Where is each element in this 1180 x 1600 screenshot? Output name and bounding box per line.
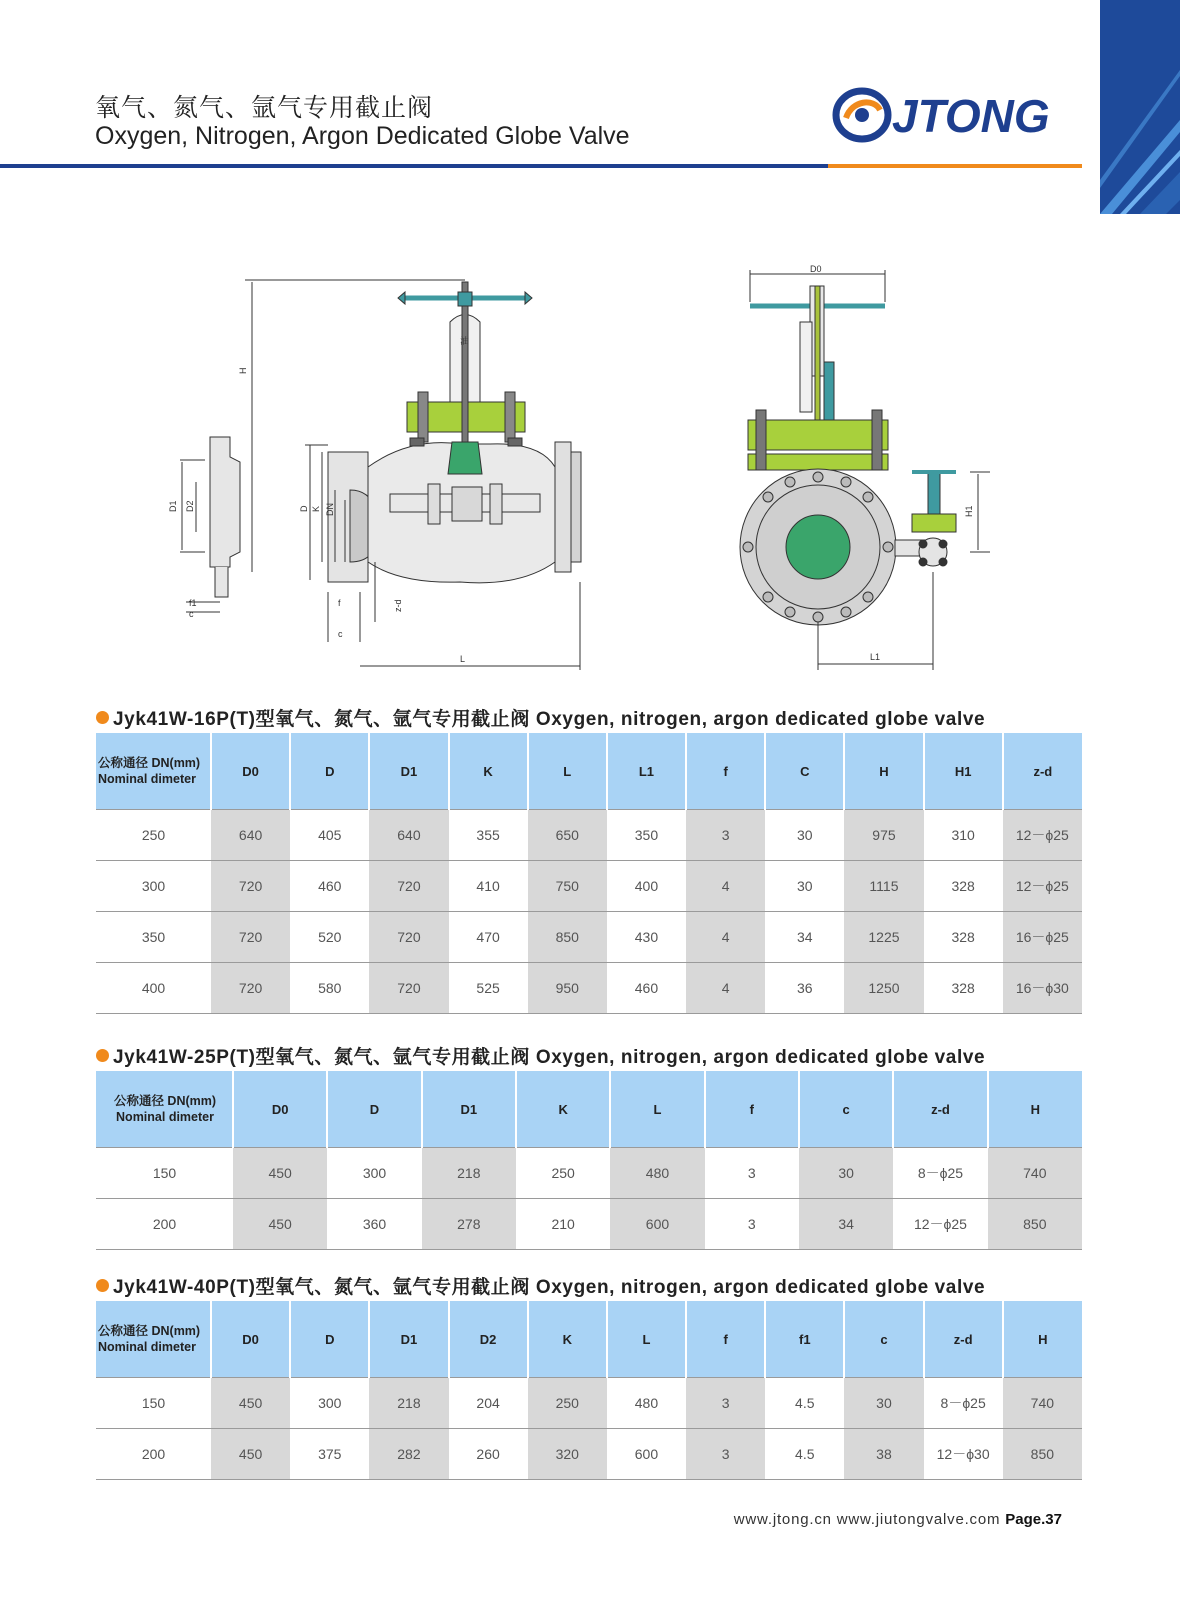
- table-row: [96, 1378, 1082, 1429]
- cell: 600: [610, 1199, 704, 1250]
- cell: 12－ϕ30: [924, 1429, 1003, 1480]
- cell: 12－ϕ25: [1003, 861, 1082, 912]
- col-header: f: [686, 733, 765, 810]
- col-header: D0: [211, 733, 290, 810]
- cell: 720: [211, 912, 290, 963]
- col-header: D: [327, 1071, 421, 1148]
- cell: 12－ϕ25: [1003, 810, 1082, 861]
- cell: 400: [607, 861, 686, 912]
- col-header: D: [290, 1301, 369, 1378]
- cell: 328: [924, 963, 1003, 1014]
- cell: 328: [924, 912, 1003, 963]
- cell: 4: [686, 861, 765, 912]
- col-header: H: [844, 733, 923, 810]
- cell: 350: [96, 912, 211, 963]
- cell: 34: [765, 912, 844, 963]
- table-row: [96, 912, 1082, 963]
- table-row: [96, 861, 1082, 912]
- cell: 36: [765, 963, 844, 1014]
- drawing-oil-mark: 油: [460, 336, 470, 346]
- cell: 480: [607, 1378, 686, 1429]
- col-header: K: [449, 733, 528, 810]
- cell: 850: [528, 912, 607, 963]
- cell: 350: [607, 810, 686, 861]
- cell: 310: [924, 810, 1003, 861]
- cell: 950: [528, 963, 607, 1014]
- dim-label-L1: L1: [870, 652, 881, 662]
- spec-table-16p: [96, 733, 1082, 1014]
- header-nominal-diameter: 公称通径 DN(mm) Nominal dimeter: [96, 1071, 233, 1148]
- cell: 450: [233, 1199, 327, 1250]
- cell: 450: [233, 1148, 327, 1199]
- cell: 300: [290, 1378, 369, 1429]
- cell: 750: [528, 861, 607, 912]
- col-header: K: [528, 1301, 607, 1378]
- cell: 4: [686, 912, 765, 963]
- corner-decoration: [1100, 0, 1180, 214]
- page-title-cn: 氧气、氮气、氩气专用截止阀: [95, 93, 434, 122]
- dim-label-zd: z-d: [393, 599, 403, 612]
- cell: 3: [705, 1199, 799, 1250]
- cell: 850: [1003, 1429, 1082, 1480]
- cell: 260: [449, 1429, 528, 1480]
- cell: 360: [327, 1199, 421, 1250]
- cell: 720: [369, 963, 448, 1014]
- cell: 430: [607, 912, 686, 963]
- cell: 16－ϕ25: [1003, 912, 1082, 963]
- cell: 580: [290, 963, 369, 1014]
- cell: 720: [369, 861, 448, 912]
- cell: 218: [422, 1148, 516, 1199]
- cell: 975: [844, 810, 923, 861]
- col-header: K: [516, 1071, 610, 1148]
- table-header-row: [96, 733, 1082, 810]
- col-header: H1: [924, 733, 1003, 810]
- cell: 650: [528, 810, 607, 861]
- table-header-row: [96, 1071, 1082, 1148]
- col-header: H: [1003, 1301, 1082, 1378]
- section-title-25p: Jyk41W-25P(T)型氧气、氮气、氩气专用截止阀 Oxygen, nitrogen, argon dedicated globe valve: [96, 1042, 985, 1069]
- page-title-en: Oxygen, Nitrogen, Argon Dedicated Globe Valve: [95, 122, 630, 150]
- cell: 4.5: [765, 1429, 844, 1480]
- col-header: D1: [369, 733, 448, 810]
- cell: 30: [765, 861, 844, 912]
- bullet-dot-icon: [96, 1049, 109, 1062]
- section-title-40p: Jyk41W-40P(T)型氧气、氮气、氩气专用截止阀 Oxygen, nitrogen, argon dedicated globe valve: [96, 1272, 985, 1299]
- cell: 1225: [844, 912, 923, 963]
- cell: 210: [516, 1199, 610, 1250]
- dim-label-D1: D1: [168, 500, 178, 512]
- header-rule-blue: [0, 164, 828, 168]
- col-header: z-d: [924, 1301, 1003, 1378]
- cell: 300: [96, 861, 211, 912]
- cell: 250: [516, 1148, 610, 1199]
- cell: 720: [211, 963, 290, 1014]
- cell: 200: [96, 1199, 233, 1250]
- cell: 300: [327, 1148, 421, 1199]
- cell: 278: [422, 1199, 516, 1250]
- col-header: c: [844, 1301, 923, 1378]
- cell: 1115: [844, 861, 923, 912]
- dim-label-c-left: c: [189, 609, 194, 619]
- cell: 38: [844, 1429, 923, 1480]
- cell: 850: [988, 1199, 1082, 1250]
- col-header: c: [799, 1071, 893, 1148]
- cell: 400: [96, 963, 211, 1014]
- col-header: f1: [765, 1301, 844, 1378]
- cell: 30: [799, 1148, 893, 1199]
- dim-label-D2: D2: [185, 500, 195, 512]
- logo-text: JTONG: [892, 90, 1050, 142]
- cell: 34: [799, 1199, 893, 1250]
- dim-label-D: D: [299, 505, 309, 512]
- col-header: L1: [607, 733, 686, 810]
- cell: 282: [369, 1429, 448, 1480]
- table-row: [96, 1199, 1082, 1250]
- cell: 3: [686, 810, 765, 861]
- header-nominal-diameter: 公称通径 DN(mm) Nominal dimeter: [96, 1301, 211, 1378]
- cell: 30: [765, 810, 844, 861]
- cell: 1250: [844, 963, 923, 1014]
- cell: 16－ϕ30: [1003, 963, 1082, 1014]
- table-row: [96, 963, 1082, 1014]
- col-header: D: [290, 733, 369, 810]
- cell: 218: [369, 1378, 448, 1429]
- col-header: C: [765, 733, 844, 810]
- cell: 8－ϕ25: [893, 1148, 987, 1199]
- jtong-logo: [832, 80, 1082, 150]
- col-header: D0: [233, 1071, 327, 1148]
- cell: 480: [610, 1148, 704, 1199]
- dim-label-K: K: [311, 505, 321, 512]
- cell: 3: [705, 1148, 799, 1199]
- dim-label-c: c: [338, 629, 343, 639]
- col-header: z-d: [1003, 733, 1082, 810]
- table-row: [96, 1429, 1082, 1480]
- cell: 204: [449, 1378, 528, 1429]
- col-header: D0: [211, 1301, 290, 1378]
- spec-table-40p: [96, 1301, 1082, 1480]
- cell: 150: [96, 1378, 211, 1429]
- cell: 320: [528, 1429, 607, 1480]
- dim-label-L: L: [460, 654, 466, 664]
- cell: 720: [211, 861, 290, 912]
- footer-links[interactable]: www.jtong.cn www.jiutongvalve.com: [733, 1511, 1001, 1528]
- cell: 450: [211, 1429, 290, 1480]
- bullet-dot-icon: [96, 711, 109, 724]
- col-header: D1: [369, 1301, 448, 1378]
- cell: 12－ϕ25: [893, 1199, 987, 1250]
- cell: 4.5: [765, 1378, 844, 1429]
- cell: 200: [96, 1429, 211, 1480]
- table-row: [96, 1148, 1082, 1199]
- dim-label-D0: D0: [810, 264, 822, 274]
- cell: 740: [988, 1148, 1082, 1199]
- cell: 30: [844, 1378, 923, 1429]
- cell: 470: [449, 912, 528, 963]
- col-header: L: [528, 733, 607, 810]
- col-header: f: [686, 1301, 765, 1378]
- page-footer: [734, 1511, 1062, 1528]
- bullet-dot-icon: [96, 1279, 109, 1292]
- dim-label-f1: f1: [189, 598, 197, 608]
- table-row: [96, 810, 1082, 861]
- cell: 720: [369, 912, 448, 963]
- cell: 405: [290, 810, 369, 861]
- cell: 250: [528, 1378, 607, 1429]
- cell: 3: [686, 1378, 765, 1429]
- cell: 640: [369, 810, 448, 861]
- cell: 250: [96, 810, 211, 861]
- cell: 328: [924, 861, 1003, 912]
- col-header: L: [607, 1301, 686, 1378]
- col-header: z-d: [893, 1071, 987, 1148]
- dim-label-DN: DN: [325, 503, 335, 516]
- header-nominal-diameter: 公称通径 DN(mm) Nominal dimeter: [96, 733, 211, 810]
- col-header: L: [610, 1071, 704, 1148]
- col-header: H: [988, 1071, 1082, 1148]
- cell: 640: [211, 810, 290, 861]
- col-header: f: [705, 1071, 799, 1148]
- cell: 4: [686, 963, 765, 1014]
- cell: 460: [290, 861, 369, 912]
- valve-technical-drawing: [160, 262, 1030, 682]
- cell: 8－ϕ25: [924, 1378, 1003, 1429]
- cell: 375: [290, 1429, 369, 1480]
- cell: 600: [607, 1429, 686, 1480]
- page-number: Page.37: [1005, 1511, 1062, 1528]
- dim-label-H: H: [238, 367, 248, 374]
- dim-label-H1: H1: [964, 505, 974, 517]
- section-title-16p: Jyk41W-16P(T)型氧气、氮气、氩气专用截止阀 Oxygen, nitrogen, argon dedicated globe valve: [96, 704, 985, 731]
- col-header: D1: [422, 1071, 516, 1148]
- spec-table-25p: [96, 1071, 1082, 1250]
- cell: 150: [96, 1148, 233, 1199]
- table-header-row: [96, 1301, 1082, 1378]
- cell: 525: [449, 963, 528, 1014]
- cell: 460: [607, 963, 686, 1014]
- cell: 520: [290, 912, 369, 963]
- cell: 740: [1003, 1378, 1082, 1429]
- cell: 450: [211, 1378, 290, 1429]
- cell: 355: [449, 810, 528, 861]
- header-rule-orange: [828, 164, 1082, 168]
- col-header: D2: [449, 1301, 528, 1378]
- dim-label-f: f: [338, 598, 341, 608]
- cell: 410: [449, 861, 528, 912]
- cell: 3: [686, 1429, 765, 1480]
